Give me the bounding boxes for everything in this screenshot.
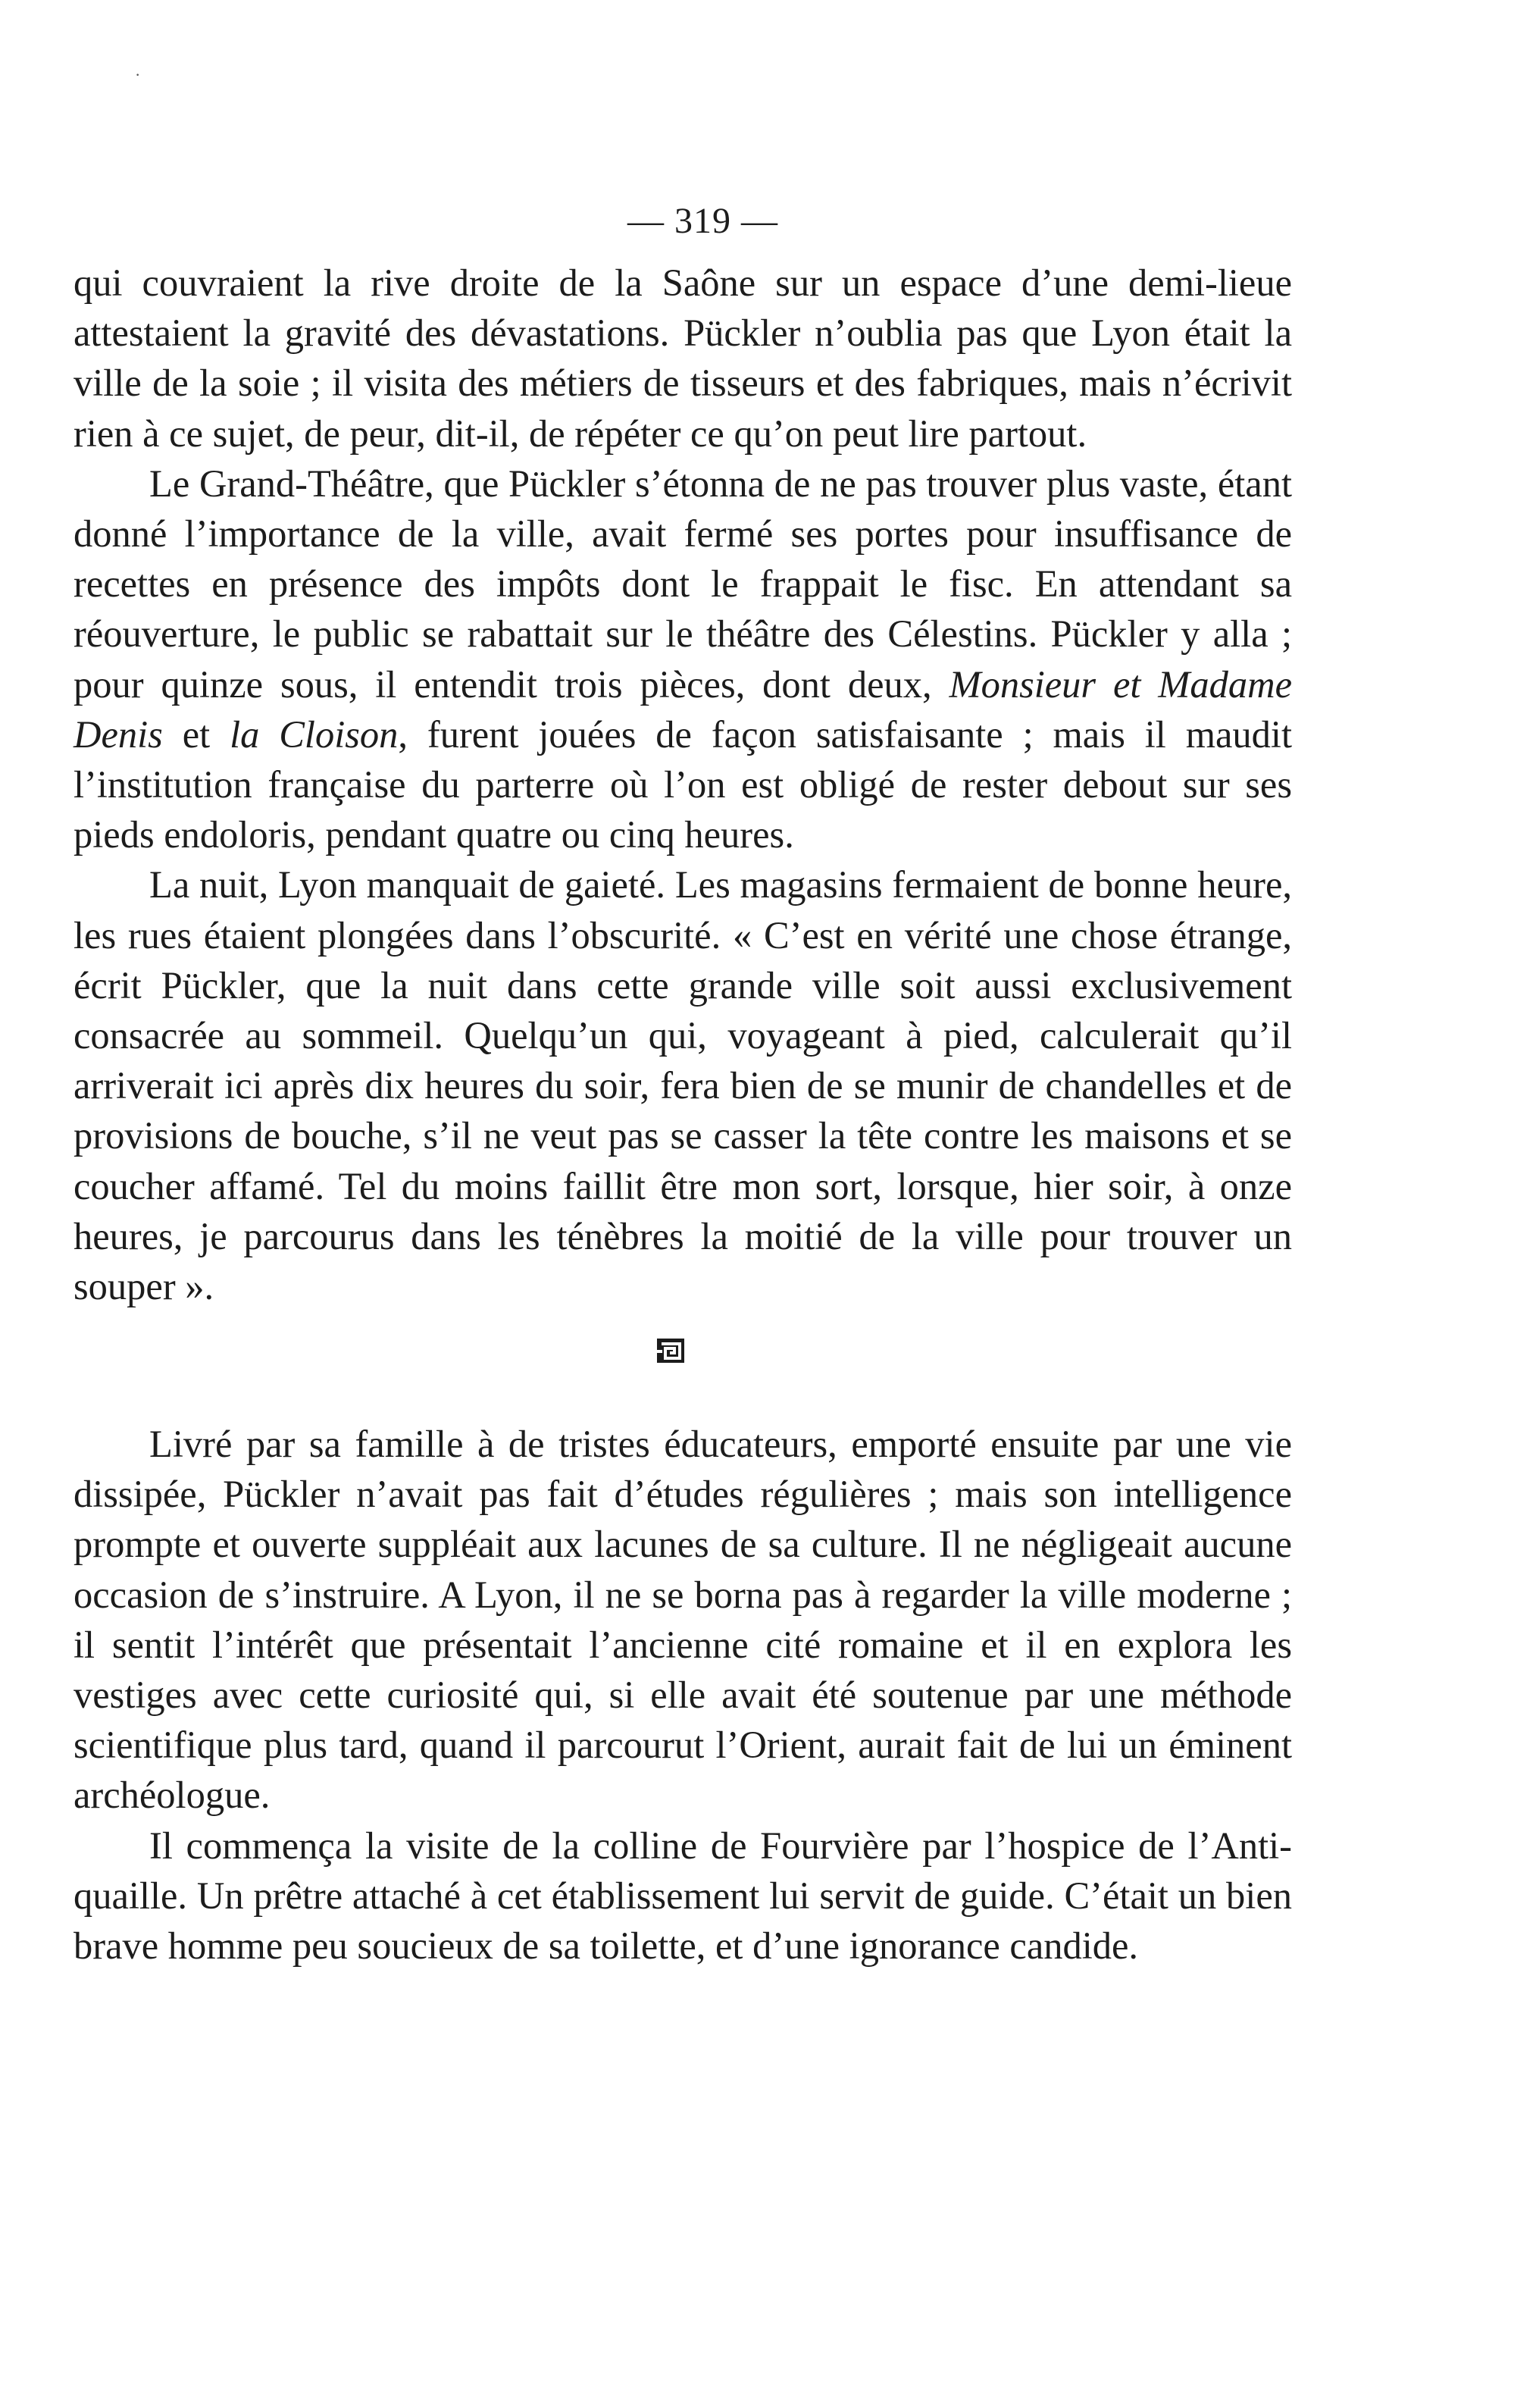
page-number: — 319 — — [627, 201, 778, 241]
text-run: et — [162, 712, 230, 756]
paragraph — [74, 1821, 1292, 1971]
italic-title: la Cloison — [230, 712, 399, 756]
text-run: , furent jouées de façon satisfaisante ; mais il maudit l’institution française du parterre où l’on est obligé de rester debout sur ses pieds endoloris, pendant quatre ou cinq heures. — [74, 712, 1292, 856]
text-run: La nuit, Lyon manquait de gaieté. Les magasins fermaient de bonne heure, les rues étaient plongées dans l’obscurité. « C’est en vérité une chose étrange, écrit Pückler, que la nuit dans cette grande ville soit aussi exclusivement consacrée au sommeil. Quelqu’un qui, voyageant à pied, calculerait qu’il arriverait ici après dix heures du soir, fera bien de se munir de chandelles et de provisions de bouche, s’il ne veut pas se casser la tête contre les maisons et se coucher affamé. Tel du moins faillit être mon sort, lorsque, hier soir, à onze heures, je parcourus dans les ténèbres la moitié de la ville pour trouver un souper ». — [74, 863, 1292, 1308]
paragraph — [74, 459, 1292, 860]
paragraph — [74, 860, 1292, 1311]
text-run: qui couvraient la rive droite de la Saône sur un espace d’une demi-lieue attestaient la gravité des dévastations. Pückler n’oublia pas que Lyon était la ville de la soie ; il visita des métiers de tisseurs et des fabriques, mais n’écrivit rien à ce sujet, de peur, dit-il, de répéter ce qu’on peut lire partout. — [74, 261, 1292, 455]
text-block-after-ornament — [74, 1419, 1292, 1971]
greek-key-ornament-icon — [656, 1338, 685, 1364]
ink-speck-mark: · — [135, 65, 141, 84]
text-run: Il commença la visite de la colline de Fourvière par l’hospice de l’Antiquaille. Un prêtre attaché à cet établissement lui servit de guide. C’était un bien brave homme peu soucieux de sa toilette, et d’une ignorance candide. — [74, 1824, 1292, 1968]
text-run: Le Grand-Théâtre, que Pückler s’étonna de ne pas trouver plus vaste, étant donné l’importance de la ville, avait fermé ses portes pour insuffisance de recettes en présence des impôts dont le frappait le fisc. En attendant sa réouverture, le public se rabattait sur le théâtre des Célestins. Pückler y alla ; pour quinze sous, il entendit trois pièces, dont deux, — [74, 462, 1292, 706]
text-block-before-ornament — [74, 258, 1292, 1311]
italic-title: Monsieur et Madame Denis — [74, 662, 1292, 756]
text-run: Livré par sa famille à de tristes éducateurs, emporté ensuite par une vie dissipée, Pückler n’avait pas fait d’études régulières ; mais son intelligence prompte et ouverte suppléait aux lacunes de sa culture. Il ne négligeait aucune occasion de s’instruire. A Lyon, il ne se borna pas à regarder la ville moderne ; il sentit l’intérêt que présentait l’ancienne cité romaine et il en explora les vestiges avec cette curiosité qui, si elle avait été soutenue par une méthode scientifique plus tard, quand il parcourut l’Orient, aurait fait de lui un éminent archéologue. — [74, 1423, 1292, 1817]
paragraph — [74, 258, 1292, 459]
paragraph — [74, 1419, 1292, 1821]
